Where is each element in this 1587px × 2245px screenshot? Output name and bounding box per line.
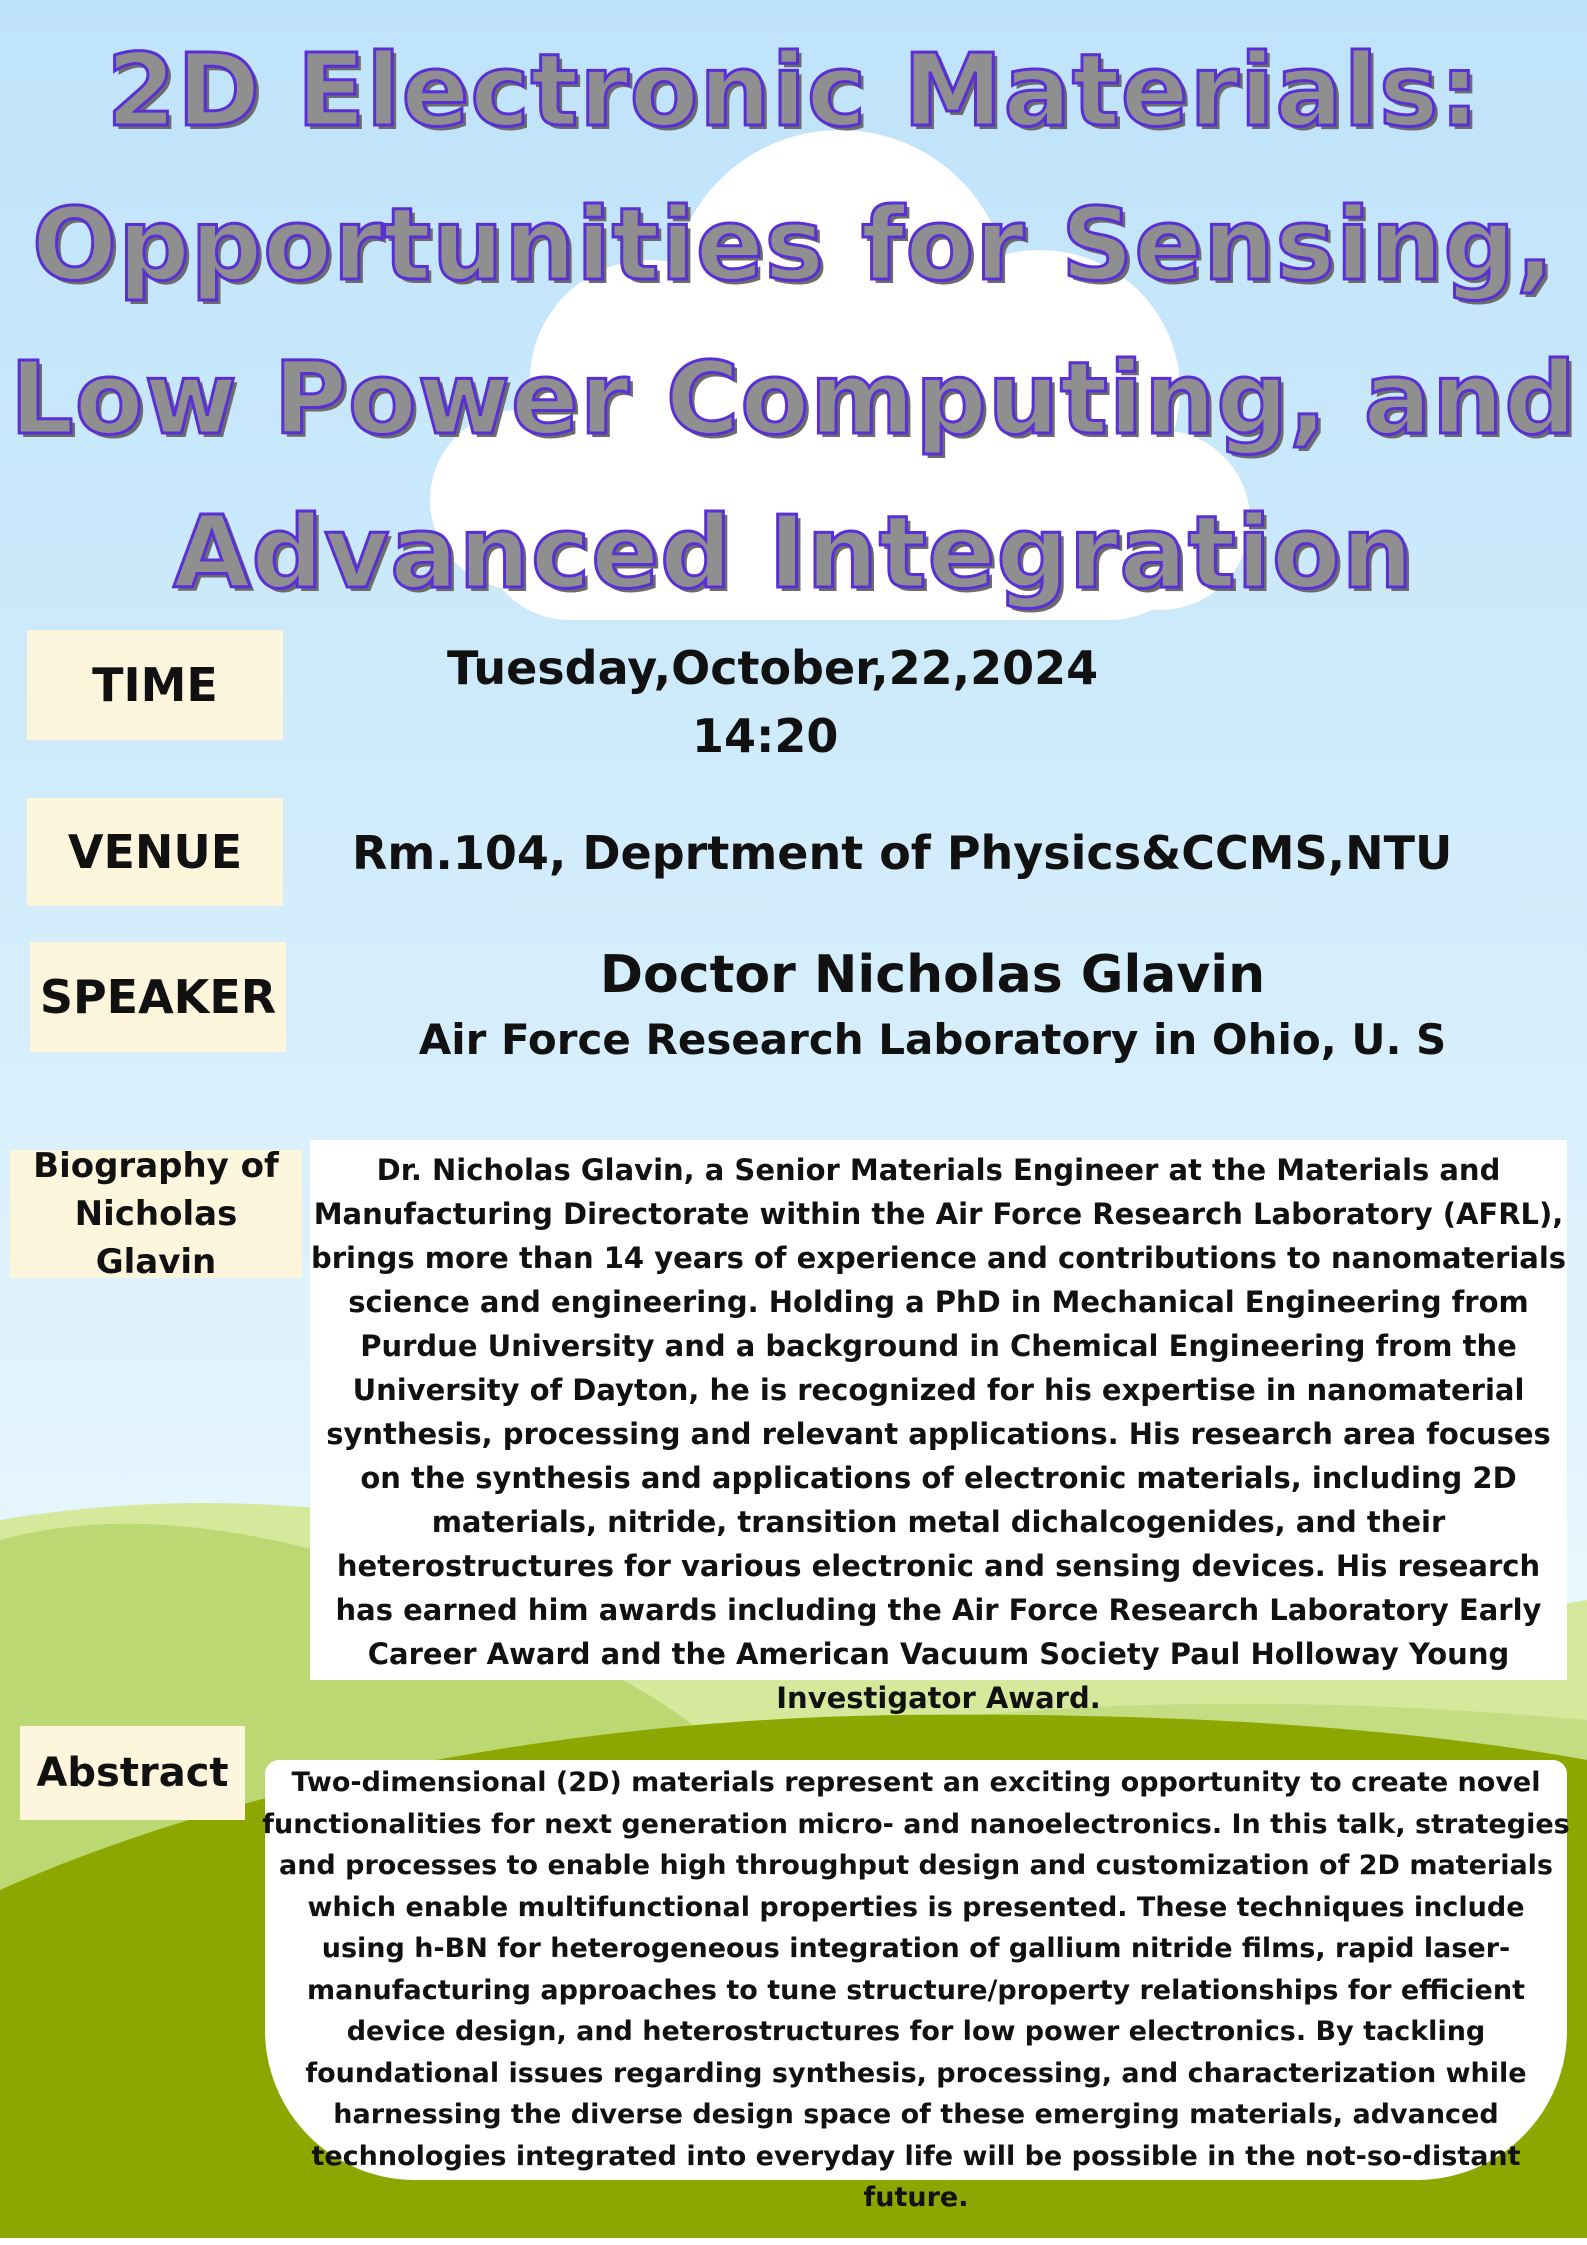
time-label-text: TIME [92, 658, 218, 712]
abstract-label [20, 1726, 245, 1820]
venue-label [27, 798, 283, 906]
venue-value: Rm.104, Deprtment of Physics&CCMS,NTU [352, 826, 1453, 880]
time-date: Tuesday,October,22,2024 [447, 641, 1099, 695]
biography-label [10, 1146, 302, 1282]
time-label [27, 630, 283, 740]
speaker-affiliation: Air Force Research Laboratory in Ohio, U. S [418, 1015, 1447, 1064]
abstract-label-text: Abstract [36, 1750, 229, 1796]
venue-label-text: VENUE [67, 825, 243, 879]
speaker-name: Doctor Nicholas Glavin [599, 945, 1266, 1005]
time-clock: 14:20 [692, 709, 839, 763]
bottom-strip [0, 2238, 1587, 2245]
biography-text: Dr. Nicholas Glavin, a Senior Materials Engineer at the Materials and Manufacturing Directorate within the Air Force Research Laboratory (AFRL), brings more than 14 years of experience and contributions to nanomaterials science and engineering. Holding a PhD in Mechanical Engineering from Purdue University and a background in Chemical Engineering from the University of Dayton, he is recognized for his expertise in nanomaterial synthesis, processing and relevant applications. His research area focuses on the synthesis and applications of electronic materials, including 2D materials, nitride, transition metal dichalcogenides, and their heterostructures for various electronic and sensing devices. His research has earned him awards including the Air Force Research Laboratory Early Career Award and the American Vacuum Society Paul Holloway Young Investigator Award. [310, 1153, 1567, 1715]
biography-label-text: Biography of Nicholas Glavin [33, 1146, 279, 1282]
speaker-label-text: SPEAKER [39, 970, 277, 1024]
abstract-text: Two-dimensional (2D) materials represent an exciting opportunity to create novel functionalities for next generation micro- and nanoelectronics. In this talk, strategies and processes to enable high throughput design and customization of 2D materials which enable multifunctional properties is presented. These techniques include using h-BN for heterogeneous integration of gallium nitride films, rapid laser-manufacturing approaches to tune structure/property relationships for efficient device design, and heterostructures for low power electronics. By tackling foundational issues regarding synthesis, processing, and characterization while harnessing the diverse design space of these emerging materials, advanced technologies integrated into everyday life will be possible in the not-so-distant future. [262, 1767, 1570, 2213]
poster-title: 2D Electronic Materials: Opportunities for Sensing, Low Power Computing, and Advanced Integration [10, 32, 1577, 611]
